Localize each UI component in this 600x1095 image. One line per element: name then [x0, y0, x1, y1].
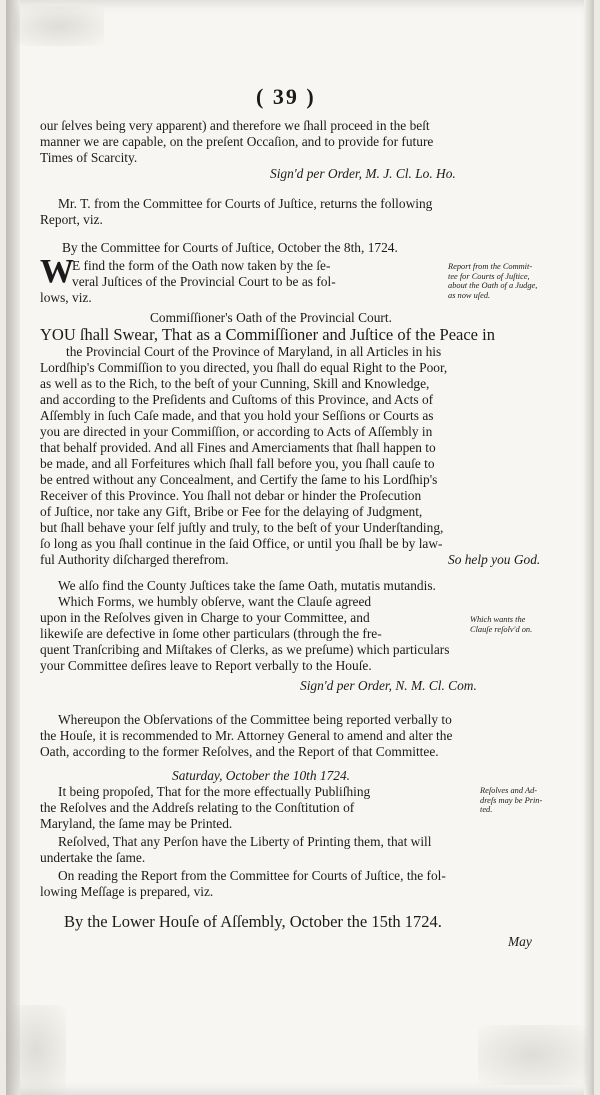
- text-line: Mr. T. from the Committee for Courts of Juſtice, returns the following: [58, 196, 433, 211]
- signature-line: Sign'd per Order, N. M. Cl. Com.: [300, 678, 477, 693]
- margin-note-line: about the Oath of a Judge,: [448, 281, 538, 291]
- margin-note-line: Report from the Commit-: [448, 262, 533, 271]
- text-line: Report, viz.: [40, 212, 103, 227]
- margin-note-line: tee for Courts of Juſtice,: [448, 271, 530, 281]
- text-line: Times of Scarcity.: [40, 150, 138, 165]
- section-heading: By the Lower Houſe of Aſſembly, October the 15th 1724.: [64, 912, 442, 931]
- paper-stain: [6, 1005, 66, 1095]
- drop-cap: W: [40, 253, 74, 290]
- text-line: veral Juſtices of the Provincial Court to be as fol-: [72, 274, 336, 289]
- text-line: Which Forms, we humbly obſerve, want the Clauſe agreed: [58, 594, 372, 609]
- date-heading: Saturday, October the 10th 1724.: [172, 768, 351, 783]
- text-line: We alſo find the County Juſtices take the ſame Oath, mutatis mutandis.: [58, 578, 436, 593]
- margin-note-line: Which wants the: [470, 615, 526, 624]
- text-line: but ſhall behave your ſelf juſtly and truly, to the beſt of your Underſtanding,: [40, 520, 444, 535]
- oath-title: Commiſſioner's Oath of the Provincial Court.: [150, 310, 392, 325]
- text-line: YOU ſhall Swear, That as a Commiſſioner and Juſtice of the Peace in: [40, 325, 495, 344]
- text-line: your Committee deſires leave to Report verbally to the Houſe.: [40, 658, 372, 673]
- text-line: lowing Meſſage is prepared, viz.: [40, 884, 214, 899]
- text-line: upon in the Reſolves given in Charge to your Committee, and: [40, 610, 370, 625]
- text-line: manner we are capable, on the preſent Occaſion, and to provide for future: [40, 134, 434, 149]
- text-line: Aſſembly in ſuch Caſe made, and that you hold your Seſſions or Courts as: [40, 408, 434, 423]
- text-line: ful Authority diſcharged therefrom.: [40, 552, 229, 567]
- section-heading: By the Committee for Courts of Juſtice, October the 8th, 1724.: [62, 240, 398, 255]
- margin-note: [448, 262, 537, 300]
- text-line: Oath, according to the former Reſolves, and the Report of that Committee.: [40, 744, 439, 759]
- paper-stain: [14, 6, 104, 46]
- text-line: the Reſolves and the Addreſs relating to the Conſtitution of: [40, 800, 355, 815]
- margin-note-line: Reſolves and Ad-: [480, 786, 538, 795]
- page-edge-left: [6, 0, 20, 1095]
- text-line: you are directed in your Commiſſion, or according to Acts of Aſſembly in: [40, 424, 433, 439]
- oath-closing: So help you God.: [448, 552, 541, 567]
- text-line: be made, and all Forfeitures which ſhall fall before you, you ſhall cauſe to: [40, 456, 435, 471]
- page-number: ( 39 ): [256, 84, 316, 109]
- text-line: It being propoſed, That for the more effectually Publiſhing: [58, 784, 371, 799]
- signature-line: Sign'd per Order, M. J. Cl. Lo. Ho.: [270, 166, 456, 181]
- text-line: the Provincial Court of the Province of Maryland, in all Articles in his: [66, 344, 442, 359]
- text-line: Whereupon the Obſervations of the Committee being reported verbally to: [58, 712, 452, 727]
- margin-note-line: dreſs may be Prin-: [480, 795, 543, 805]
- text-line: likewiſe are defective in ſome other particulars (through the fre-: [40, 626, 382, 641]
- paper-stain: [478, 1025, 588, 1085]
- margin-note: [480, 786, 542, 815]
- text-line: be entred without any Concealment, and Certify the ſame to his Lordſhip's: [40, 472, 438, 487]
- text-line: undertake the ſame.: [40, 850, 146, 865]
- text-line: Reſolved, That any Perſon have the Liberty of Printing them, that will: [58, 834, 432, 849]
- text-line: Receiver of this Province. You ſhall not debar or hinder the Proſecution: [40, 488, 422, 503]
- margin-note-line: ted.: [480, 805, 493, 815]
- page-edge-right: [584, 0, 594, 1095]
- text-line: Lordſhip's Commiſſion to you directed, you ſhall do equal Right to the Poor,: [40, 360, 448, 375]
- text-line: On reading the Report from the Committee for Courts of Juſtice, the fol-: [58, 868, 446, 883]
- text-line: E find the form of the Oath now taken by the ſe-: [72, 258, 331, 273]
- text-line: and according to the Preſidents and Cuſtoms of this Province, and Acts of: [40, 392, 434, 407]
- text-line: the Houſe, it is recommended to Mr. Attorney General to amend and alter the: [40, 728, 453, 743]
- text-line: lows, viz.: [40, 290, 92, 305]
- text-line: ſo long as you ſhall continue in the ſaid Office, or until you ſhall be by law-: [40, 536, 443, 551]
- margin-note-line: Clauſe reſolv'd on.: [470, 624, 533, 634]
- text-line: that behalf provided. And all Fines and Amerciaments that ſhall happen to: [40, 440, 436, 455]
- margin-note-line: as now uſed.: [448, 290, 491, 300]
- text-line: quent Tranſcribing and Miſtakes of Clerks, as we preſume) which particulars: [40, 642, 450, 657]
- text-line: Maryland, the ſame may be Printed.: [40, 816, 233, 831]
- text-line: of Juſtice, nor take any Gift, Bribe or Fee for the delaying of Judgment,: [40, 504, 423, 519]
- text-line: our ſelves being very apparent) and therefore we ſhall proceed in the beſt: [40, 118, 430, 133]
- catchword: May: [508, 934, 532, 949]
- text-line: as well as to the Rich, to the beſt of your Cunning, Skill and Knowledge,: [40, 376, 430, 391]
- margin-note: [470, 615, 532, 634]
